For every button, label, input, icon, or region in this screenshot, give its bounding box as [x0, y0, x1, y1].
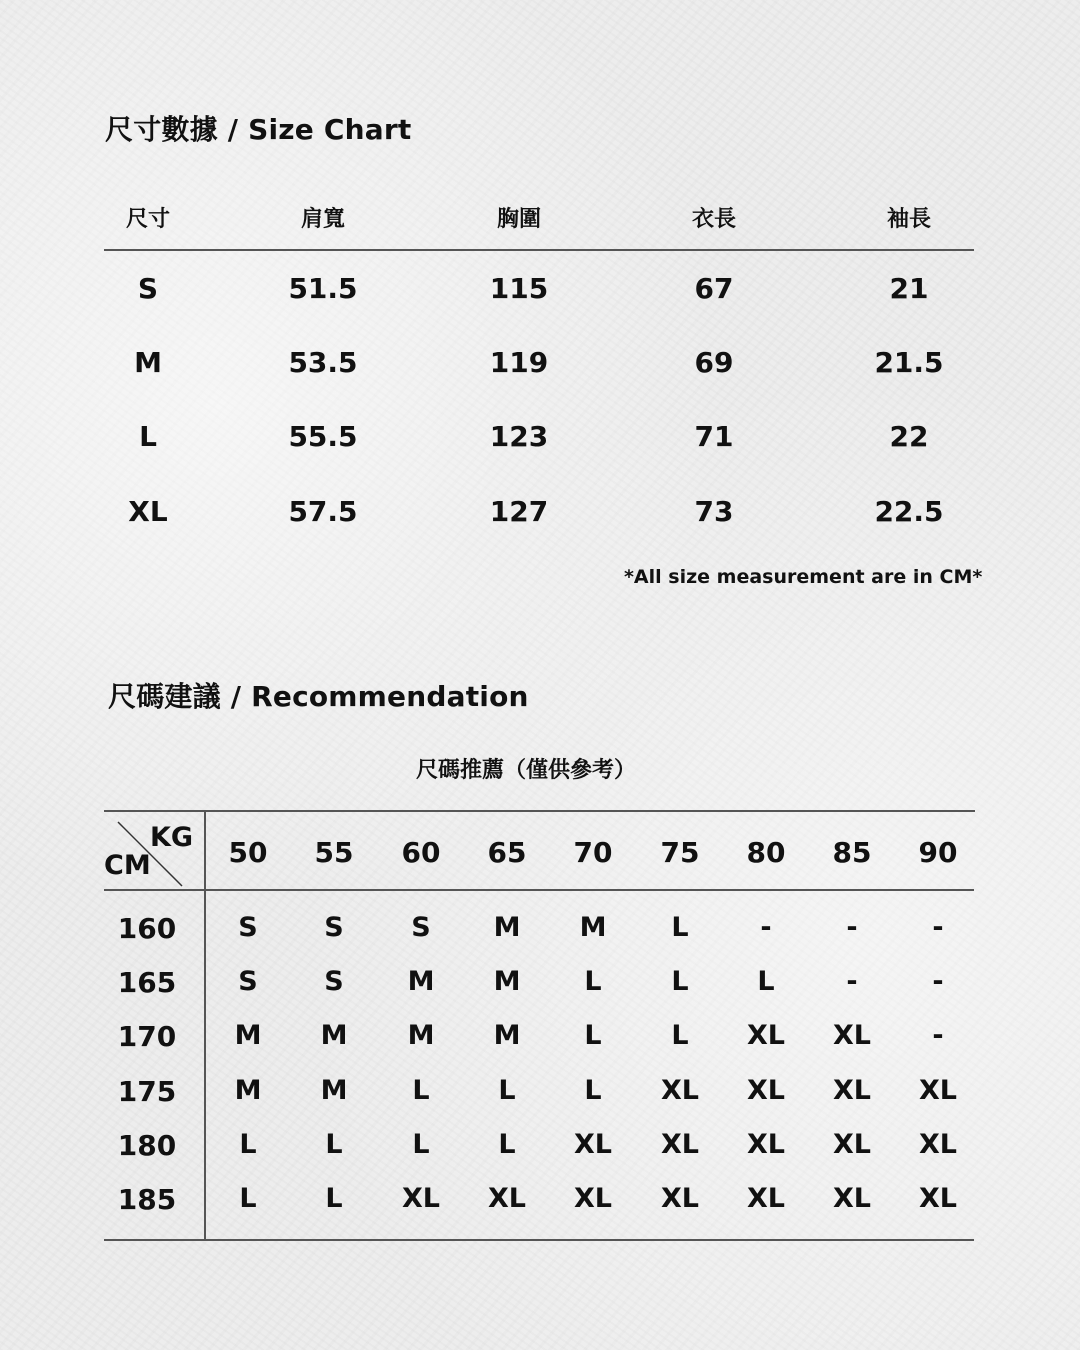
recommended-size-cell: M [234, 1020, 262, 1051]
corner-label-cm: CM [104, 850, 151, 881]
recommended-size-cell: M [493, 912, 521, 943]
recommended-size-cell: S [324, 912, 344, 943]
recommended-size-cell: M [579, 912, 607, 943]
recommended-size-cell: XL [832, 1129, 872, 1160]
size-chart-header-divider [104, 249, 974, 251]
recommended-size-cell: - [846, 912, 858, 943]
recommended-size-cell: L [412, 1075, 430, 1106]
recommended-size-cell: M [320, 1020, 348, 1051]
recommended-size-cell: L [239, 1129, 257, 1160]
size-chart-cell: 51.5 [288, 272, 358, 305]
height-label: 185 [117, 1183, 177, 1216]
height-label: 160 [117, 912, 177, 945]
height-label: 170 [117, 1020, 177, 1053]
recommended-size-cell: L [671, 966, 689, 997]
size-chart-cell: 71 [694, 420, 734, 453]
recommended-size-cell: XL [746, 1129, 786, 1160]
weight-header: 90 [918, 836, 958, 869]
recommended-size-cell: L [671, 1020, 689, 1051]
recommended-size-cell: S [411, 912, 431, 943]
recommended-size-cell: - [846, 966, 858, 997]
size-chart-size-label: L [139, 420, 157, 453]
recommended-size-cell: L [757, 966, 775, 997]
size-chart-cell: 67 [694, 272, 734, 305]
weight-header: 50 [228, 836, 268, 869]
recommended-size-cell: XL [832, 1075, 872, 1106]
recommended-size-cell: L [584, 966, 602, 997]
recommended-size-cell: L [239, 1183, 257, 1214]
size-chart-title: 尺寸數據 / Size Chart [105, 113, 412, 146]
corner-label-kg: KG [150, 822, 194, 853]
recommended-size-cell: L [498, 1075, 516, 1106]
size-chart-size-label: XL [128, 495, 168, 528]
size-chart-header-3: 衣長 [691, 207, 736, 232]
size-chart-cell: 22 [889, 420, 929, 453]
recommended-size-cell: XL [573, 1129, 613, 1160]
size-chart-size-label: S [137, 272, 159, 305]
size-chart-cell: 73 [694, 495, 734, 528]
size-chart-header-0: 尺寸 [125, 207, 170, 232]
recommended-size-cell: XL [401, 1183, 441, 1214]
recommended-size-cell: L [325, 1183, 343, 1214]
recommended-size-cell: - [932, 1020, 944, 1051]
size-chart-cell: 127 [489, 495, 549, 528]
recommended-size-cell: L [584, 1020, 602, 1051]
height-label: 175 [117, 1075, 177, 1108]
recommended-size-cell: XL [918, 1075, 958, 1106]
weight-header: 65 [487, 836, 527, 869]
size-chart-cell: 123 [489, 420, 549, 453]
height-label: 180 [117, 1129, 177, 1162]
recommendation-bottom-rule [104, 1239, 974, 1241]
weight-header: 75 [660, 836, 700, 869]
weight-header: 70 [573, 836, 613, 869]
size-chart-cell: 21.5 [874, 346, 944, 379]
recommended-size-cell: XL [487, 1183, 527, 1214]
recommendation-title: 尺碼建議 / Recommendation [108, 680, 529, 713]
recommendation-header-divider [104, 889, 974, 891]
recommended-size-cell: XL [573, 1183, 613, 1214]
size-chart-note: *All size measurement are in CM* [624, 566, 983, 588]
recommended-size-cell: XL [746, 1020, 786, 1051]
recommended-size-cell: M [493, 1020, 521, 1051]
recommended-size-cell: S [324, 966, 344, 997]
recommended-size-cell: L [498, 1129, 516, 1160]
recommended-size-cell: XL [918, 1183, 958, 1214]
recommended-size-cell: XL [832, 1020, 872, 1051]
recommended-size-cell: M [407, 1020, 435, 1051]
recommended-size-cell: - [932, 912, 944, 943]
size-chart-cell: 69 [694, 346, 734, 379]
recommended-size-cell: M [234, 1075, 262, 1106]
size-chart-header-2: 胸圍 [496, 207, 541, 232]
size-chart-header-4: 袖長 [886, 207, 931, 232]
weight-header: 85 [832, 836, 872, 869]
size-chart-cell: 115 [489, 272, 549, 305]
recommended-size-cell: S [238, 966, 258, 997]
recommended-size-cell: L [412, 1129, 430, 1160]
recommendation-top-rule [104, 810, 975, 812]
size-chart-cell: 53.5 [288, 346, 358, 379]
recommended-size-cell: XL [832, 1183, 872, 1214]
weight-header: 60 [401, 836, 441, 869]
recommended-size-cell: M [493, 966, 521, 997]
height-label: 165 [117, 966, 177, 999]
size-chart-cell: 22.5 [874, 495, 944, 528]
recommended-size-cell: XL [746, 1075, 786, 1106]
size-chart-cell: 55.5 [288, 420, 358, 453]
recommended-size-cell: - [932, 966, 944, 997]
recommended-size-cell: XL [660, 1129, 700, 1160]
recommendation-subtitle: 尺碼推薦（僅供參考） [416, 758, 637, 783]
size-chart-cell: 21 [889, 272, 929, 305]
recommended-size-cell: XL [660, 1183, 700, 1214]
size-chart-size-label: M [134, 346, 162, 379]
recommended-size-cell: L [584, 1075, 602, 1106]
recommended-size-cell: XL [746, 1183, 786, 1214]
recommended-size-cell: L [325, 1129, 343, 1160]
size-chart-cell: 119 [489, 346, 549, 379]
recommended-size-cell: M [407, 966, 435, 997]
recommended-size-cell: XL [918, 1129, 958, 1160]
weight-header: 80 [746, 836, 786, 869]
weight-header: 55 [314, 836, 354, 869]
recommended-size-cell: L [671, 912, 689, 943]
recommended-size-cell: - [760, 912, 772, 943]
recommended-size-cell: XL [660, 1075, 700, 1106]
recommended-size-cell: S [238, 912, 258, 943]
recommended-size-cell: M [320, 1075, 348, 1106]
size-chart-cell: 57.5 [288, 495, 358, 528]
size-chart-header-1: 肩寬 [300, 207, 345, 232]
